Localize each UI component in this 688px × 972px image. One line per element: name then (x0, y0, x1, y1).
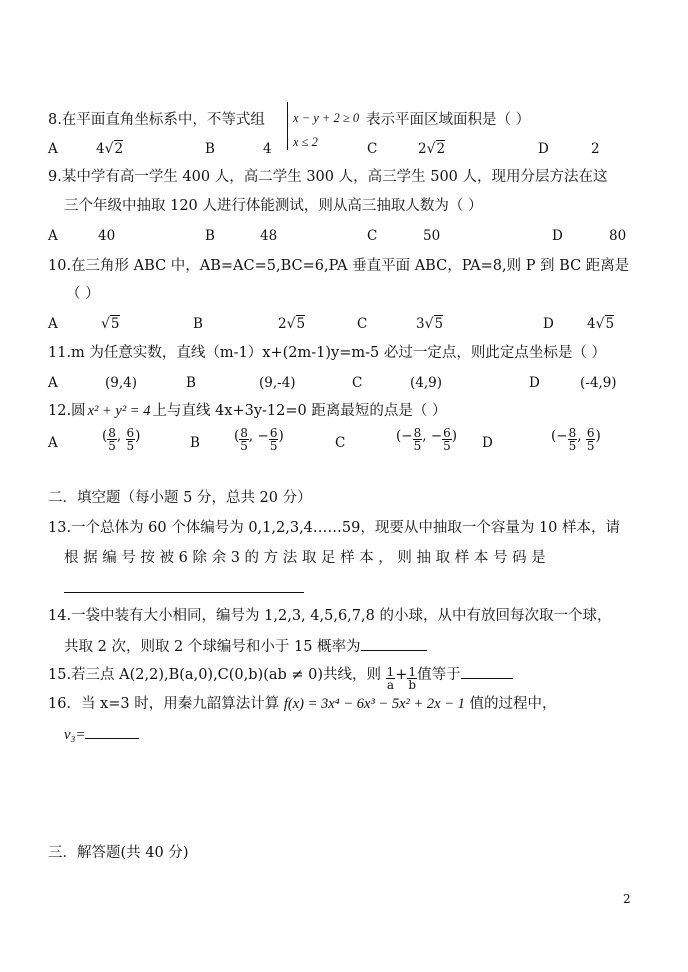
q11-option-d[interactable]: D (529, 375, 540, 391)
q11-option-a-value: (9,4) (105, 375, 138, 391)
q8-option-d-value: 2 (591, 141, 600, 157)
q8-option-d[interactable]: D (538, 141, 549, 157)
q12-prefix: 12.圆 (48, 403, 86, 419)
q10-option-d[interactable]: D (543, 316, 554, 332)
q8-system-brace (287, 102, 288, 150)
q10-option-c[interactable]: C (357, 316, 368, 332)
q11-option-d-value: (-4,9) (580, 375, 617, 391)
q12-circle-equation: x² + y² = 4 (87, 403, 151, 419)
q16-v3-label: v₃= (64, 727, 86, 743)
q9-option-c[interactable]: C (367, 228, 378, 244)
q16-line-2 (64, 724, 139, 745)
q8-option-b[interactable]: B (205, 141, 215, 157)
q14-line-1: 14.一袋中装有大小相同，编号为 1,2,3, 4,5,6,7,8 的小球，从中有放回每次取一个球， (48, 608, 612, 624)
q16-function: f(x) = 3x⁴ − 6x³ − 5x² + 2x − 1 (283, 696, 465, 712)
q16-line-1 (48, 694, 556, 714)
q8-option-a[interactable]: A (48, 141, 58, 157)
section-3-title: 三．解答题(共 40 分) (48, 845, 189, 861)
q12-suffix: 上与直线 4x+3y-12=0 距离最短的点是（ ） (152, 403, 447, 419)
q9-option-b[interactable]: B (205, 228, 215, 244)
q15-answer-blank[interactable] (461, 664, 513, 679)
q11-option-a[interactable]: A (48, 375, 58, 391)
q10-option-a[interactable]: A (48, 316, 58, 332)
q11-option-c-value: (4,9) (410, 375, 443, 391)
q8-option-b-value: 4 (263, 141, 272, 157)
q8-stem-after: 表示平面区域面积是（ ） (366, 112, 531, 128)
q11-option-b-value: (9,-4) (259, 375, 296, 391)
q13-answer-blank[interactable] (64, 578, 304, 593)
q10-option-b-value: 2√5 (278, 316, 306, 332)
q14-answer-blank[interactable] (361, 636, 427, 651)
q16-after: 值的过程中， (469, 696, 557, 712)
q9-option-b-value: 48 (260, 228, 278, 244)
q8-stem (48, 110, 265, 130)
q12-option-c-value: (− $\frac{8}{5}$ , − $\frac{6}{5}$ ) (396, 426, 458, 453)
q9-line-1: 9.某中学有高一学生 400 人，高二学生 300 人，高三学生 500 人，现用分层方法在这 (48, 169, 608, 185)
q12-option-d[interactable]: D (482, 435, 493, 451)
q9-option-c-value: 50 (423, 228, 441, 244)
section-2-title: 二．填空题（每小题 5 分，总共 20 分） (48, 490, 312, 506)
q9-line-2: 三个年级中抽取 120 人进行体能测试，则从高三抽取人数为（ ） (64, 198, 483, 214)
q12-option-b-value: ( $\frac{8}{5}$ , − $\frac{6}{5}$ ) (234, 426, 284, 453)
q8-option-c[interactable]: C (367, 141, 378, 157)
q11-line-1: 11.m 为任意实数，直线（m-1）x+(2m-1)y=m-5 必过一定点，则此定点坐标是（ ） (48, 345, 606, 361)
q16-before: 16．当 x=3 时，用秦九韶算法计算 (48, 696, 280, 712)
q12-option-a-value: ( $\frac{8}{5}$ , $\frac{6}{5}$ ) (102, 426, 141, 453)
q8-inequality-1: x − y + 2 ≥ 0 (293, 111, 360, 125)
q12-line-1 (48, 401, 446, 421)
q9-option-d-value: 80 (609, 228, 627, 244)
q10-line-2: （ ） (66, 286, 100, 302)
q11-option-c[interactable]: C (352, 375, 363, 391)
q12-option-d-value: (− $\frac{8}{5}$ , $\frac{6}{5}$ ) (551, 426, 601, 453)
q16-answer-blank[interactable] (85, 724, 139, 739)
q12-option-a[interactable]: A (48, 435, 58, 451)
q8-option-a-value: 4√2 (96, 141, 124, 157)
q15-after: 值等于 (417, 667, 461, 683)
page-number: 2 (623, 892, 631, 906)
q9-option-d[interactable]: D (552, 228, 563, 244)
q10-option-c-value: 3√5 (416, 316, 444, 332)
q8-inequality-2: x ≤ 2 (293, 135, 318, 149)
q15-before: 15.若三点 A(2,2),B(a,0),C(0,b)(ab ≠ 0)共线，则 (48, 667, 382, 683)
q11-option-b[interactable]: B (186, 375, 196, 391)
q10-option-a-value: √5 (101, 316, 120, 332)
q14-line-2: 共取 2 次，则取 2 个球编号和小于 15 概率为 (64, 636, 427, 657)
q13-line-1: 13.一个总体为 60 个体编号为 0,1,2,3,4……59，现要从中抽取一个容量为 10 样本，请 (48, 520, 621, 536)
q9-option-a-value: 40 (98, 228, 116, 244)
q12-option-b[interactable]: B (190, 435, 200, 451)
q10-option-b[interactable]: B (193, 316, 203, 332)
q8-stem-before: 8.在平面直角坐标系中，不等式组 (48, 112, 265, 128)
q13-line-2: 根 据 编 号 按 被 6 除 余 3 的 方 法 取 足 样 本 ， 则 抽 取 样 本 号 码 是 (64, 550, 546, 566)
q12-option-c[interactable]: C (335, 435, 346, 451)
q15-fraction-1: $\frac{1}{a}$ (386, 664, 395, 692)
q9-option-a[interactable]: A (48, 228, 58, 244)
q15-fraction-2: $\frac{1}{b}$ (408, 664, 417, 692)
q10-line-1: 10.在三角形 ABC 中，AB=AC=5,BC=6,PA 垂直平面 ABC，PA=8,则 P 到 BC 距离是 (48, 258, 630, 274)
q8-option-c-value: 2√2 (418, 141, 446, 157)
q10-option-d-value: 4√5 (587, 316, 615, 332)
q15-line-1: 15.若三点 A(2,2),B(a,0),C(0,b)(ab ≠ 0)共线，则 $\frac{1}{a}$ + $\frac{1}{b}$ 值等于 (48, 664, 513, 685)
